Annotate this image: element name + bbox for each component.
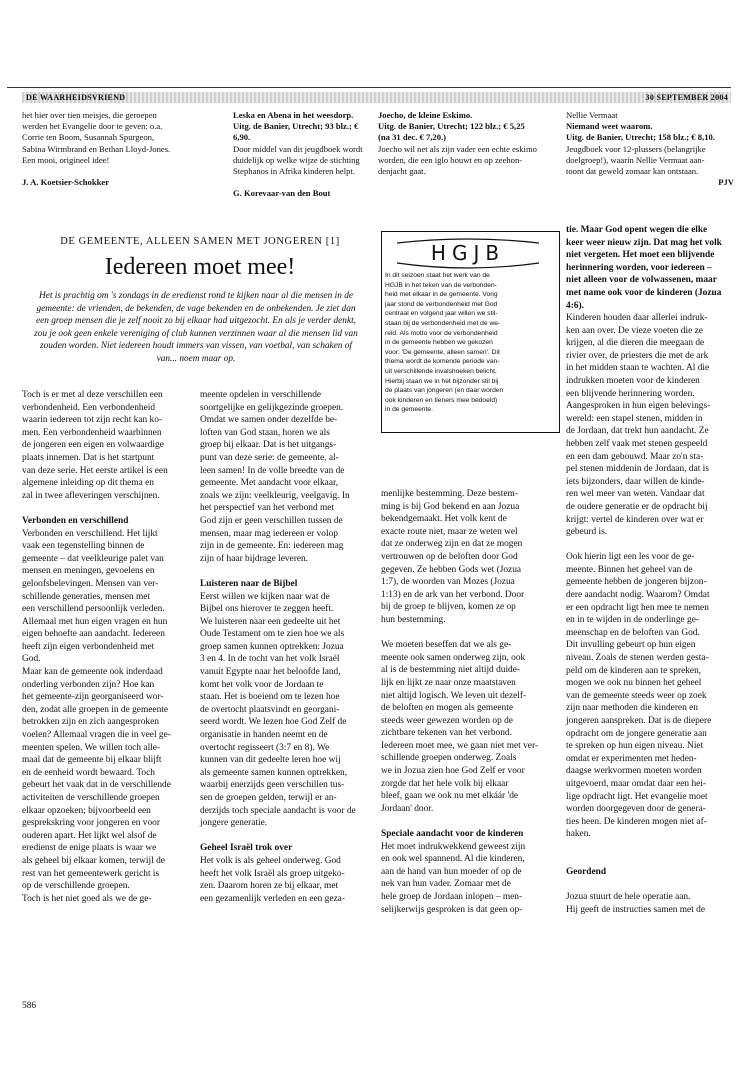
text-line-bold: herinnering worden, voor iedereen – [566, 262, 712, 273]
hgjb-logo [393, 237, 543, 269]
text-line: geloofsbelevingen. Mensen van ver- [22, 578, 159, 589]
issue-date: 30 SEPTEMBER 2004 [645, 93, 728, 102]
text-line: loften van God staan, horen we als [200, 427, 330, 438]
text-line: maal dat de gemeente bij elkaar blijft [22, 755, 162, 766]
intro-line: zou je ook geen enkele vereniging of club kunnen verzinnen waar al die mensen lid van [34, 328, 358, 339]
infobox-line: HGJB in het teken van de verbonden- [385, 281, 497, 289]
text-line: zorgde dat het hele volk bij elkaar [381, 778, 509, 789]
article-column-4 [566, 312, 736, 916]
text-line: en in te wijden in de onderlinge ge- [566, 615, 700, 626]
review-line: Door middel van dit jeugdboek wordt [233, 143, 363, 154]
text-line-bold: niet vergeten. Het moet een blijvende [566, 250, 715, 261]
section-heading: Geordend [566, 867, 607, 878]
text-line: een gezamenlijk verleden en een geza- [200, 893, 345, 904]
text-line: nek van hun vader. Zomaar met de [381, 879, 511, 890]
infobox-line: reld. Als motto voor de verbondenheid [385, 329, 498, 337]
text-line: organisatie in handen neemt en de [200, 730, 328, 741]
text-line: al is de bestemming niet altijd duide- [381, 665, 521, 676]
text-line: krijgen, al die dieren die meegaan de [566, 338, 705, 349]
text-line: zijn naar methoden die kinderen en [566, 703, 698, 714]
text-line: den, zodat alle groepen in de gemeente [22, 704, 169, 715]
text-line: krijgt: vertel de kinderen over wat er [566, 514, 704, 525]
text-line: de jongeren een eigen en volwaardige [22, 440, 164, 451]
review-3 [378, 110, 558, 177]
header-rule [7, 87, 731, 88]
text-line: vertrouwen op de beloften door God [381, 551, 518, 562]
paragraph-gap [200, 830, 368, 843]
infobox-line: Hierbij staan we in het bijzonder stil bij [385, 377, 499, 385]
text-line: als gemeente samen kunnen optrekken, [200, 767, 348, 778]
text-line: Kinderen houden daar allerlei indruk- [566, 313, 708, 323]
review-line: Uitg. de Banier, Utrecht; 158 blz.; € 8,10. [566, 132, 715, 143]
review-line: doelgroep!), waarin Nellie Vermaat aan- [566, 154, 705, 165]
article-title: Iedereen moet mee! [104, 254, 296, 280]
text-line-bold: niet alleen voor de volwassenen, maar [566, 275, 717, 286]
review-line: Een mooi, origineel idee! [22, 154, 110, 165]
text-line: jongere generatie. [200, 818, 268, 829]
series-heading: DE GEMEENTE, ALLEEN SAMEN MET JONGEREN [1] [60, 236, 340, 247]
text-line: hebben zelf vaak met stenen gespeeld [566, 438, 708, 449]
text-line: meenten spelen. We willen toch alle- [22, 742, 161, 753]
text-line: groep bij elkaar. Dat is het uitgangs- [200, 440, 337, 451]
text-line: algemene inleiding op dit thema en [22, 478, 154, 489]
text-line: Toch is er met al deze verschillen een [22, 390, 163, 400]
article-column-2 [200, 389, 368, 905]
text-line: 1:13) en de ark van het verbond. Door [381, 589, 525, 600]
text-line: het gemeente-zijn georganiseerd wor- [22, 692, 164, 703]
text-line: uitgevoerd, maar omdat daar een hei- [566, 778, 707, 789]
text-line: schillende groepen onderweg. Zoals [381, 753, 517, 764]
text-line: bij de groep te blijven, komen ze op [381, 602, 516, 613]
text-line: meente. Binnen het geheel van de [566, 564, 693, 575]
text-line: elkaar opzoeken; bijvoorbeeld een [22, 805, 151, 816]
section-heading: Verbonden en verschillend [22, 515, 129, 526]
review-line: Joecho wil net als zijn vader een echte eskimo [378, 143, 537, 154]
paragraph-gap [381, 815, 559, 828]
text-line: We luisteren naar een gedeelte uit het [200, 616, 341, 627]
intro-line: een groep mensen die je zelf nooit zo bij elkaar had uitgezocht. En als je verder denkt, [36, 316, 356, 326]
text-line: meenschap en de beloften van God. [566, 627, 700, 638]
text-line: men. Een verbondenheid waarbinnen [22, 427, 162, 438]
text-line: waarbij enerzijds geen verschillen tus- [200, 780, 345, 791]
text-line: selijkerwijs gesproken is dat geen op- [381, 904, 523, 915]
review-2 [233, 110, 363, 199]
paragraph-gap [566, 539, 736, 552]
text-line: wereld: een stapel stenen, midden in [566, 413, 703, 424]
text-line: seerd wordt. We lezen hoe God Zelf de [200, 717, 347, 728]
infobox-line: In dit seizoen staat het werk van de [385, 272, 490, 279]
text-line: verbondenheid. Een verbondenheid [22, 402, 156, 413]
review-line: het hier over tien meisjes, die geroepen [22, 110, 157, 120]
text-line: mogen we ook nu binnen het geheel [566, 678, 702, 689]
text-line: Het moet indrukwekkend geweest zijn [381, 841, 526, 852]
text-line: aan de hand van hun moeder of op de [381, 866, 522, 877]
text-line: meente opdelen in verschillende [200, 390, 322, 400]
text-line: opdracht om de jongere generatie aan [566, 728, 707, 739]
text-line: vaak een tegenstelling binnen de [22, 541, 145, 552]
text-line: punt van deze serie: de gemeente, al- [200, 452, 339, 463]
text-line: derzijds toch speciale aandacht is voor de [200, 805, 356, 816]
text-line: en ook wel spannend. Al die kinderen, [381, 854, 525, 865]
text-line: dat ze onderweg zijn en dat ze mogen [381, 539, 523, 550]
text-line: zoals we zijn: veelkleurig, veelgavig. In [200, 490, 350, 501]
infobox-line: uit verschillende invalshoeken belicht. [385, 367, 497, 375]
review-line: worden, die een iglo bouwt en op zeehon- [378, 154, 523, 165]
text-line: Oude Testament om te zien hoe we als [200, 629, 345, 640]
review-line: Uitg. de Banier, Utrecht; 93 blz.; € 6,90. [233, 121, 359, 143]
text-line-bold: 4:6). [566, 300, 584, 311]
review-line: Stephanos in Afrika kinderen helpt. [233, 166, 355, 177]
section-heading: Luisteren naar de Bijbel [200, 578, 298, 589]
text-line: bekendgemaakt. Het volk kent de [381, 514, 507, 525]
text-line: sen de groepen gelden, terwijl er an- [200, 793, 337, 803]
review-line: Corrie ten Boom, Susannah Spurgeon, [22, 132, 155, 143]
review-line: Nellie Vermaat [566, 110, 618, 120]
text-line: bleef, gaan we ook nu met elkáár 'de [381, 791, 519, 802]
text-line: van de gemeente steeds weer op zoek [566, 690, 707, 701]
text-line: Toch is het niet goed als we de ge- [22, 893, 152, 904]
text-line: 3 en 4. In de tocht van het volk Israël [200, 654, 340, 665]
infobox-line: staan bij de verbondenheid met de we- [385, 319, 501, 327]
text-line: de Jordaan, dat trekt hun aandacht. Ze [566, 426, 709, 437]
review-signature: J. A. Koetsier-Schokker [22, 177, 110, 188]
text-line: mensen, maar mag iedereen er volop [200, 528, 338, 539]
text-line: een verschillend persoonlijk verleden. [22, 604, 165, 615]
text-line: activiteiten de verschillende groepen [22, 793, 160, 803]
page-number: 586 [22, 1001, 37, 1011]
text-line: dere aandacht nodig. Waarom? Omdat [566, 590, 710, 601]
text-line: Jozua stuurt de hele operatie aan. [566, 892, 691, 903]
text-line: Hij geeft de instructies samen met de [566, 904, 706, 915]
text-line: niveau. Zoals de stenen werden gesta- [566, 653, 709, 664]
article-column-4-lead [566, 224, 736, 312]
text-line: in het midden staan te wachten. Al die [566, 363, 710, 374]
infobox-line: centraal en volgend jaar willen we stil- [385, 310, 498, 318]
text-line: lige opdracht ligt. Het evangelie moet [566, 791, 708, 802]
review-1 [22, 110, 227, 188]
text-line: gesprekskring voor jongeren en voor [22, 818, 160, 829]
infobox-line: ook kinderen en tieners mee bedoeld) [385, 396, 498, 404]
intro-line: gemeente: de vrienden, de bekenden, de vage bekenden en de onbekenden. Je ziet dan [36, 303, 356, 314]
text-line: Het volk is als geheel onderweg. God [200, 855, 341, 866]
text-line: Maar kan de gemeente ook inderdaad [22, 667, 163, 678]
text-line: gemeente. Met aandacht voor elkaar, [200, 478, 339, 489]
text-line-bold: met name ook voor de kinderen (Jozua [566, 287, 722, 298]
review-line: (na 31 dec. € 7,20.) [378, 132, 447, 143]
paragraph-gap [22, 502, 190, 515]
text-line: eigen behoefte aan aandacht. Iedereen [22, 629, 165, 640]
text-line: heeft zijn eigen verbondenheid met [22, 641, 155, 652]
text-line: jongeren aanspreken. Dat is de diepere [566, 716, 712, 726]
text-line: er een opdracht ligt hen mee te nemen [566, 602, 709, 613]
infobox-line: voor: 'De gemeente, alleen samen'. Dit [385, 348, 500, 356]
text-line: menlijke bestemming. Deze bestem- [381, 489, 518, 499]
intro-line: Het is prachtig om 's zondags in de eredienst rond te kijken naar al die mensen in de [39, 291, 353, 301]
text-line: zijn of haar bijdrage leveren. [200, 553, 309, 564]
text-line: zichtbare tekenen van het verbond. [381, 728, 512, 739]
text-line: we in Jozua zien hoe God Zelf er voor [381, 766, 525, 777]
magazine-name: DE WAARHEIDSVRIEND [26, 93, 126, 102]
text-line: ouderen apart. Het lijkt wel alsof de [22, 830, 157, 841]
review-line: denjacht gaat. [378, 166, 426, 177]
text-line: worden doorgegeven door de genera- [566, 804, 706, 815]
review-line: Niemand weet waarom. [566, 121, 653, 132]
infobox-line: jaar stond de verbondenheid met God [385, 300, 498, 308]
review-signature: PJV [718, 177, 734, 188]
text-line: ren wel meer van weten. Vandaar dat [566, 489, 705, 500]
text-line: meente ook samen onderweg zijn, ook [381, 652, 526, 663]
text-line: zen. Daarom horen ze bij elkaar, met [200, 881, 339, 892]
text-line: hun bestemming. [381, 614, 446, 625]
text-line: van deze serie. Het eerste artikel is een [22, 465, 168, 476]
text-line: ming is bij God bekend en aan Jozua [381, 501, 520, 512]
infobox-line: in de gemeente. [385, 406, 433, 414]
paragraph-gap [566, 841, 736, 854]
article-column-1 [22, 389, 190, 905]
infobox-line: heid met elkaar in de gemeente. Vorig [385, 291, 498, 299]
intro-line: van... noem maar op. [156, 353, 236, 364]
text-line: pel stenen middenin de Jordaan, dat is [566, 464, 709, 475]
infobox-line: thema wordt de komende periode van- [385, 358, 500, 366]
text-line: als geheel bij elkaar komen, terwijl de [22, 855, 165, 866]
review-line: Jeugdboek voor 12-plussers (belangrijke [566, 143, 706, 154]
review-line: Uitg. de Banier, Utrecht; 122 blz.; € 5,25 [378, 121, 525, 132]
text-line: en de eenheid wordt bewaard. Toch [22, 767, 155, 778]
text-line-bold: keer weer nieuw zijn. Dat mag het volk [566, 237, 722, 248]
section-heading: Speciale aandacht voor de kinderen [381, 829, 524, 840]
text-line: Aangesproken in hun eigen belevings- [566, 401, 711, 412]
text-line: de oudere generatie er de opdracht bij [566, 501, 708, 512]
text-line: onderling verbonden zijn? Hoe kan [22, 679, 155, 690]
text-line: groep samen kunnen optrekken: Jozua [200, 641, 344, 652]
text-line: daagse werkvormen moeten worden [566, 766, 702, 777]
review-line: Leska en Abena in het weesdorp. [233, 110, 354, 120]
text-line: waarin iedereen tot zijn recht kan ko- [22, 415, 163, 426]
text-line: en een dam gebouwd. Maar zo'n sta- [566, 451, 704, 462]
text-line: eredienst de enige plaats is waar we [22, 843, 157, 854]
text-line: gebeurt het vaak dat in de verschillende [22, 780, 171, 791]
intro-line: zouden worden. Niet iedereen houdt immers van vissen, van voetbal, van schaken of [40, 341, 352, 351]
text-line: vanuit Egypte naar het beloofde land, [200, 667, 341, 678]
text-line: ken aan over. De vieze voeten die ze [566, 325, 703, 336]
text-line: mensen en meningen, gevoelens en [22, 566, 155, 577]
text-line: soortgelijke en gelijkgezinde groepen. [200, 402, 344, 413]
text-line: een blijvende herinnering worden. [566, 388, 695, 399]
text-line: heeft het volk Israël als groep uitgeko- [200, 868, 345, 879]
review-line: toont dat geweld zomaar kan ontstaan. [566, 166, 699, 177]
infobox-line: de plaats van jongeren (en daar worden [385, 387, 504, 395]
text-line: schillende generaties, mensen met [22, 591, 151, 602]
text-line: de overtocht plaatsvindt en georgani- [200, 704, 340, 715]
header-band [22, 92, 731, 103]
text-line: op de verschillende groepen. [22, 881, 130, 892]
review-line: Sabina Wirmbrand en Bethan Lloyd-Jones. [22, 143, 171, 154]
text-line: Bijbel ons hierover te zeggen heeft. [200, 604, 334, 615]
text-line-bold: tie. Maar God opent wegen die elke [566, 225, 708, 235]
text-line: plaats innemen. Dat is het startpunt [22, 452, 155, 463]
article-intro [22, 290, 370, 365]
review-line: duidelijk op welke wijze de stichting [233, 154, 360, 165]
text-line: komt het volk voor de Jordaan te [200, 679, 324, 690]
text-line: het perspectief van het verbond met [200, 503, 335, 514]
text-line: exacte route niet, maar ze weten wel [381, 526, 518, 537]
text-line: overtocht regisseert (3:7 en 8). We [200, 742, 330, 753]
text-line: gegeven. Ze hebben Gods wet (Jozua [381, 564, 522, 575]
paragraph-gap [200, 565, 368, 578]
hgjb-infobox-text [385, 271, 554, 415]
text-line: 1:7), de woorden van Mozes (Jozua [381, 577, 515, 588]
text-line: gemeente hebben de jongeren bijzon- [566, 577, 707, 588]
text-line: voelen? Allemaal vragen die in veel ge- [22, 730, 171, 741]
text-line: Verbonden en verschillend. Het lijkt [22, 528, 158, 539]
text-line: Dit invulling gebeurt op hun eigen [566, 640, 696, 651]
text-line: Jordaan' door. [381, 803, 434, 814]
text-line: gebeurd is. [566, 527, 608, 538]
text-line: rest van het gemeentewerk gericht is [22, 868, 160, 879]
text-line: rivier over, de priesters die met de ark [566, 350, 709, 361]
text-line: ties heen. De kinderen mogen niet af- [566, 816, 707, 827]
review-line: Joecho, de kleine Eskimo. [378, 110, 473, 120]
text-line: steeds weer gewezen worden op de [381, 715, 513, 726]
text-line: Omdat we samen onder dezelfde be- [200, 415, 338, 426]
text-line: omdat er experimenten met heden- [566, 753, 697, 764]
review-4 [566, 110, 734, 188]
text-line: hele groep de Jordaan inlopen – men- [381, 892, 523, 902]
article-column-3 [381, 488, 559, 916]
text-line: betrokken zijn en zich aangesproken [22, 717, 159, 728]
svg-text:HGJB: HGJB [430, 241, 506, 265]
text-line: We moeten beseffen dat we als ge- [381, 640, 512, 651]
text-line: iets bijzonders, daar willen de kinde- [566, 476, 705, 487]
text-line: niet altijd logisch. We leven uit dezelf- [381, 690, 527, 701]
text-line: indrukken moeten voor de kinderen [566, 375, 700, 386]
infobox-line: in de gemeente hebben we gekozen [385, 339, 493, 347]
text-line: zal in twee afleveringen verschijnen. [22, 490, 160, 501]
text-line: staan. Het is boeiend om te lezen hoe [200, 692, 340, 703]
text-line: zijn in de gemeente. En: iedereen mag [200, 541, 344, 552]
text-line: kunnen van dit gedeelte leren hoe wij [200, 755, 341, 766]
text-line: Allemaal met hun eigen vragen en hun [22, 616, 168, 627]
paragraph-gap [381, 627, 559, 640]
text-line: God. [22, 654, 41, 665]
review-signature: G. Korevaar-van den Bout [233, 188, 331, 199]
text-line: Ook hierin ligt een les voor de ge- [566, 552, 695, 563]
text-line: Eerst willen we kijken naar wat de [200, 591, 330, 602]
text-line: te spreken op hun eigen niveau. Niet [566, 741, 704, 752]
text-line: peld om de kinderen aan te spreken, [566, 665, 702, 676]
text-line: lijk en lijkt ze naar onze maatstaven [381, 677, 516, 688]
text-line: haken. [566, 829, 591, 840]
review-line: werden het Evangelie door te geven: o.a. [22, 121, 163, 132]
text-line: gemeente – dat veelkleurige palet van [22, 553, 164, 564]
text-line: Iedereen moet mee, we gaan niet met ver- [381, 740, 539, 751]
text-line: leen samen! In de volle breedte van de [200, 465, 345, 476]
section-heading: Geheel Israël trok over [200, 843, 293, 854]
text-line: God zijn er geen verschillen tussen de [200, 515, 343, 526]
text-line: de beloften en mogen als gemeente [381, 703, 513, 714]
